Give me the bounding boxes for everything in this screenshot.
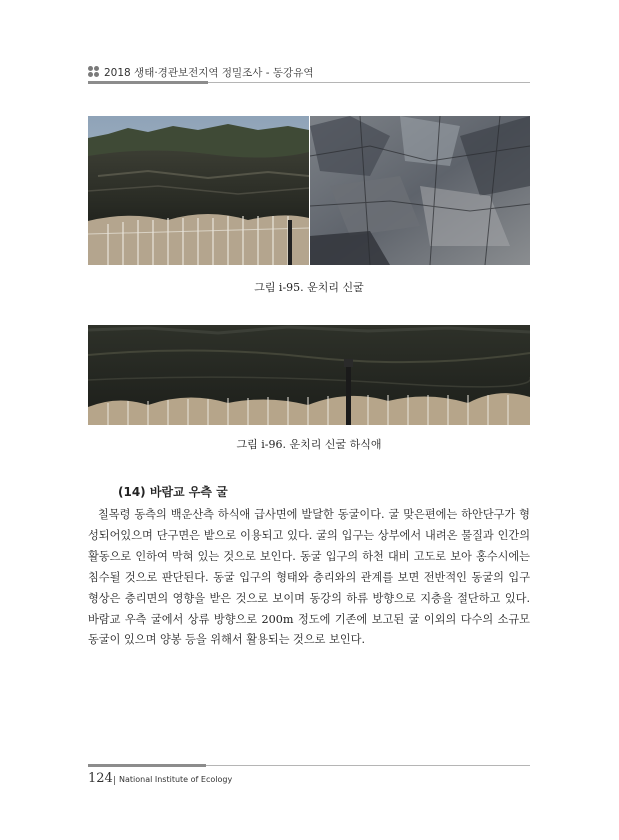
footer-separator: [114, 776, 115, 785]
header-rule-thin: [208, 82, 530, 83]
footer-institute: National Institute of Ecology: [119, 775, 233, 784]
rock-face-photo: [310, 116, 530, 265]
figure-caption-96: 그림 i-96. 운치리 신굴 하식애: [236, 438, 382, 451]
footer-rule-thin: [206, 765, 530, 766]
cliff-forest-photo: [88, 116, 309, 265]
rock-face-photo-graphic: [310, 116, 530, 265]
cliff-panorama-photo: [88, 325, 530, 425]
cliff-panorama-photo-graphic: [88, 325, 530, 425]
header-title: 2018 생태·경관보전지역 정밀조사 - 동강유역: [104, 67, 314, 79]
page-number: 124: [88, 771, 113, 786]
section-body-text: 칠목령 동측의 백운산측 하식애 급사면에 발달한 동굴이다. 굴 맞은편에는 하안단구가 형성되어있으며 단구면은 밭으로 이용되고 있다. 굴의 입구는 상부에서 내려온 물질과 인간의 활동으로 인하여 막혀 있는 것으로 보인다. 동굴 입구의 하천 대비 고도로 보아 홍수시에는 침수될 것으로 판단된다. 동굴 입구의 형태와 층리와의 관계를 보면 전반적인 동굴의 입구 형상은 층리면의 영향을 받은 것으로 보이며 동강의 하류 방향으로 지층을 절단하고 있다. 바람교 우측 굴에서 상류 방향으로 200m 정도에 기존에 보고된 굴 이외의 다수의 소규모 동굴이 있으며 양봉 등을 위해서 활용되는 것으로 보인다.: [88, 508, 530, 647]
figure-caption-95: 그림 i-95. 운치리 신굴: [254, 281, 364, 294]
section-heading: (14) 바람교 우측 굴: [118, 485, 228, 499]
header-dots-icon: [88, 66, 100, 78]
running-header: [88, 62, 530, 86]
header-rule-thick: [88, 81, 208, 84]
footer-rule-thick: [88, 764, 206, 767]
cliff-forest-photo-graphic: [88, 116, 309, 265]
